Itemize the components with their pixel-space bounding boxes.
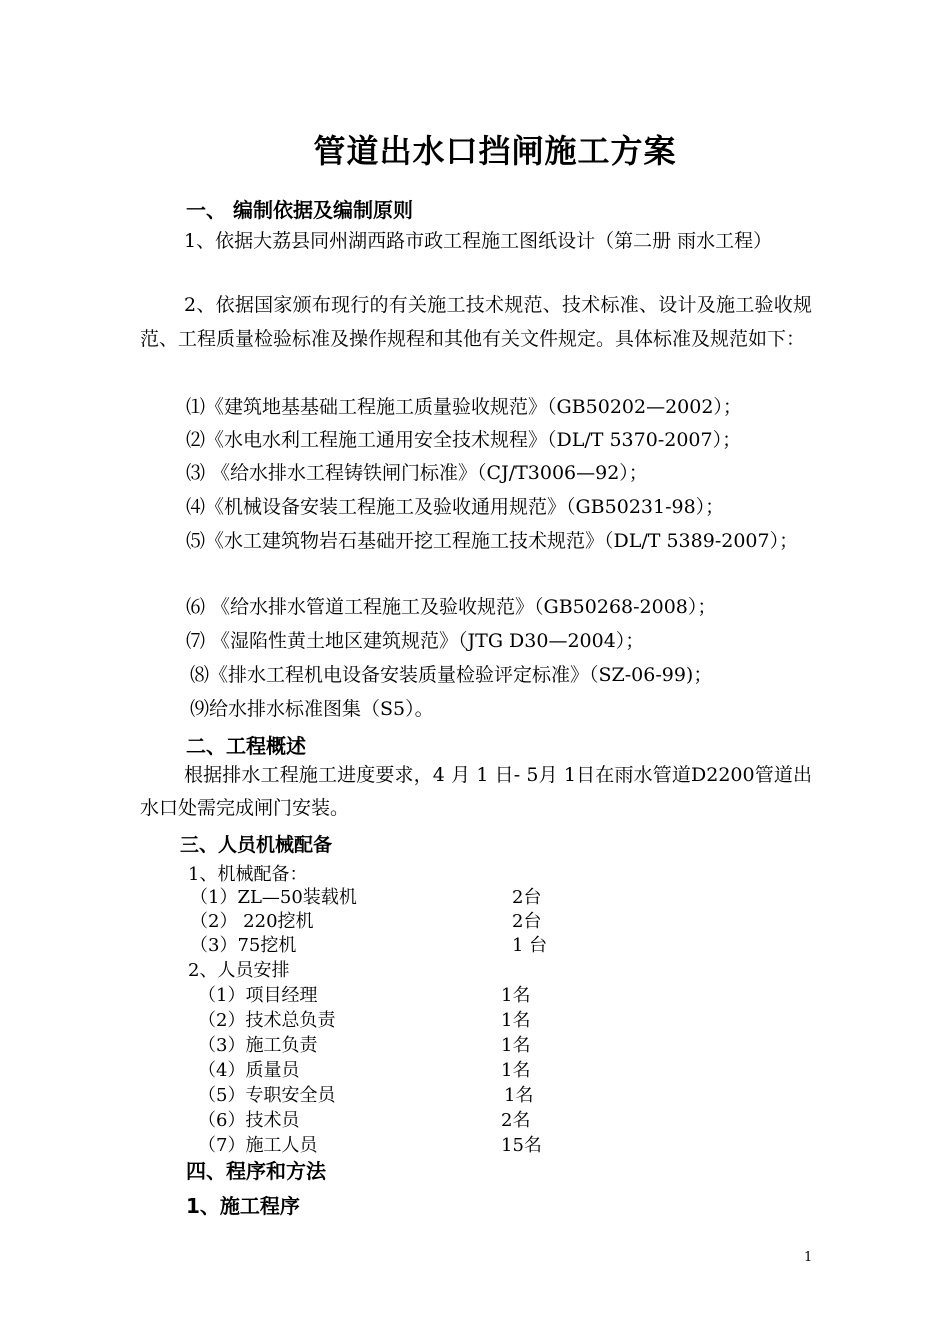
staff-name-1: （1）项目经理 xyxy=(198,985,318,1006)
section-4-sub-1: 1、施工程序 xyxy=(186,1194,300,1218)
standard-item-3: ⑶ 《给水排水工程铸铁闸门标准》（CJ/T3006—92）； xyxy=(186,462,648,484)
page-number: 1 xyxy=(804,1250,813,1265)
machines-title: 1、机械配备： xyxy=(188,864,308,885)
section-1-para-2: 2、依据国家颁布现行的有关施工技术规范、技术标准、设计及施工验收规范、工程质量检验标准及操作规程和其他有关文件规定。具体标准及规范如下： xyxy=(140,294,812,350)
machine-name-1: （1）ZL—50装载机 xyxy=(190,887,357,908)
staff-name-3: （3）施工负责 xyxy=(198,1035,318,1056)
standard-item-7: ⑺ 《湿陷性黄土地区建筑规范》（JTG D30—2004）； xyxy=(186,630,645,652)
standard-item-6: ⑹ 《给水排水管道工程施工及验收规范》（GB50268-2008）； xyxy=(186,596,717,618)
staff-title: 2、人员安排 xyxy=(188,960,290,981)
standard-item-9: ⑼给水排水标准图集（S5）。 xyxy=(190,698,434,720)
machine-qty-2: 2台 xyxy=(512,911,542,932)
machine-name-3: （3）75挖机 xyxy=(190,935,297,956)
machine-qty-3: 1 台 xyxy=(512,935,548,956)
machine-name-2: （2） 220挖机 xyxy=(190,911,314,932)
standard-item-5: ⑸《水工建筑物岩石基础开挖工程施工技术规范》（DL/T 5389-2007）； xyxy=(186,530,799,552)
staff-name-4: （4）质量员 xyxy=(198,1060,300,1081)
staff-qty-5: 1名 xyxy=(504,1085,534,1106)
section-3-heading: 三、人员机械配备 xyxy=(180,834,333,856)
staff-name-7: （7）施工人员 xyxy=(198,1135,318,1156)
staff-qty-4: 1名 xyxy=(501,1060,531,1081)
staff-name-5: （5）专职安全员 xyxy=(198,1085,336,1106)
standard-item-4: ⑷《机械设备安装工程施工及验收通用规范》（GB50231-98）； xyxy=(186,496,725,518)
staff-qty-3: 1名 xyxy=(501,1035,531,1056)
standard-item-2: ⑵《水电水利工程施工通用安全技术规程》（DL/T 5370-2007）； xyxy=(186,429,742,451)
standard-item-1: ⑴《建筑地基基础工程施工质量验收规范》（GB50202—2002）； xyxy=(186,396,742,418)
section-2-heading: 二、工程概述 xyxy=(186,734,306,758)
section-4-heading: 四、程序和方法 xyxy=(186,1159,326,1183)
section-1-para-1: 1、依据大荔县同州湖西路市政工程施工图纸设计（第二册 雨水工程） xyxy=(184,230,773,252)
staff-name-2: （2）技术总负责 xyxy=(198,1010,336,1031)
staff-qty-7: 15名 xyxy=(501,1135,542,1156)
standard-item-8: ⑻《排水工程机电设备安装质量检验评定标准》（SZ-06-99)； xyxy=(190,664,713,686)
staff-name-6: （6）技术员 xyxy=(198,1110,300,1131)
staff-qty-6: 2名 xyxy=(501,1110,531,1131)
section-2-para: 根据排水工程施工进度要求，4 月 1 日- 5月 1日在雨水管道D2200管道出水口处需完成闸门安装。 xyxy=(140,764,812,819)
staff-qty-2: 1名 xyxy=(501,1010,531,1031)
machine-qty-1: 2台 xyxy=(512,887,542,908)
document-title: 管道出水口挡闸施工方案 xyxy=(313,132,677,170)
section-1-heading: 一、 编制依据及编制原则 xyxy=(186,198,413,222)
staff-qty-1: 1名 xyxy=(501,985,531,1006)
